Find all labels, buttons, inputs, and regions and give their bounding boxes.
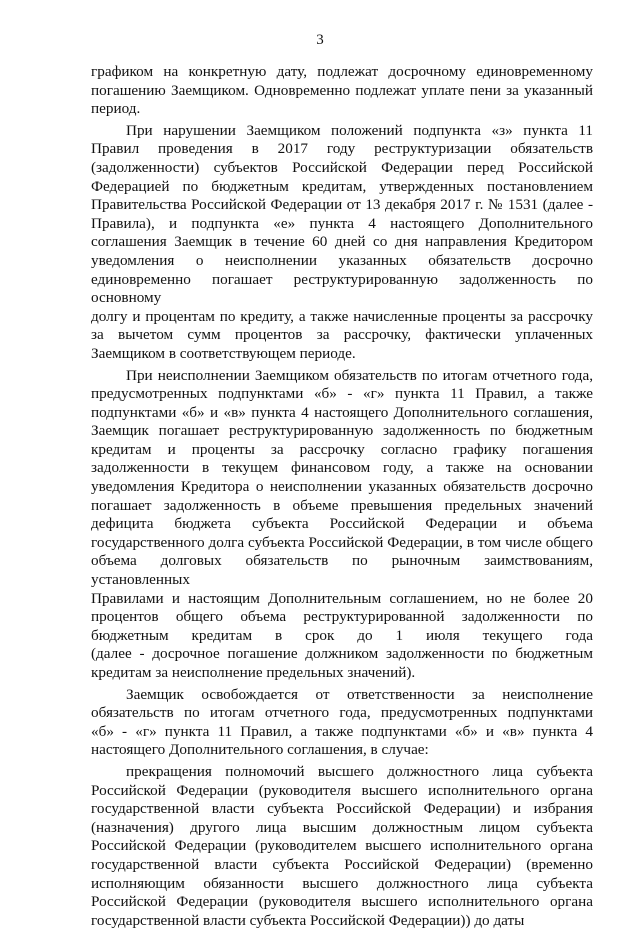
text-line: государственной власти субъекта Российской Федерации) (временно <box>91 855 593 873</box>
text-line: графиком на конкретную дату, подлежат досрочному единовременному <box>91 63 593 80</box>
text-line: дефицита бюджета субъекта Российской Федерации и объема <box>91 515 593 533</box>
paragraph <box>91 122 593 364</box>
text-line: уведомления Кредитора о неисполнении указанных обязательств досрочно <box>91 478 593 496</box>
text-line: период. <box>91 100 141 118</box>
text-line: кредитам и проценты за рассрочку согласно графику погашения <box>91 440 593 458</box>
text-line: «б» - «г» пункта 11 Правил, а также подпунктами «б» и «в» пункта 4 <box>91 722 593 740</box>
text-line: настоящего Дополнительного соглашения, в случае: <box>91 741 429 759</box>
text-line: государственного долга субъекта Российской Федерации, в том числе общего <box>91 533 593 551</box>
paragraph <box>91 367 593 683</box>
text-line: (назначения) другого лица высшим должностным лицом субъекта <box>91 818 593 836</box>
text-line: государственной власти субъекта Российской Федерации) и избрания <box>91 800 593 818</box>
text-line: бюджетным кредитам в срок до 1 июля текущего года <box>91 626 593 644</box>
text-line: При неисполнении Заемщиком обязательств по итогам отчетного года, <box>126 366 593 384</box>
paragraph <box>91 63 593 119</box>
text-line: за вычетом сумм процентов за рассрочку, фактически уплаченных <box>91 326 593 344</box>
text-line: Правила), и подпункта «е» пункта 4 настоящего Дополнительного <box>91 214 593 232</box>
text-line: задолженности в текущем финансовом году, а также на основании <box>91 459 593 477</box>
text-line: Российской Федерации (руководителем высшего исполнительного органа <box>91 837 593 855</box>
text-line: Правил проведения в 2017 году реструктуризации обязательств <box>91 140 593 158</box>
text-line: соглашения Заемщик в течение 60 дней со дня направления Кредитором <box>91 233 593 251</box>
document-body <box>91 63 593 930</box>
text-line: При нарушении Заемщиком положений подпункта «з» пункта 11 <box>126 121 593 139</box>
text-line: Правительства Российской Федерации от 13 декабря 2017 г. № 1531 (далее - <box>91 196 593 214</box>
text-line: долгу и процентам по кредиту, а также начисленные проценты за рассрочку <box>91 307 593 325</box>
text-line: объема долговых обязательств по рыночным заимствованиям, установленных <box>91 552 593 589</box>
text-line: Правилами и настоящим Дополнительным соглашением, но не более 20 <box>91 589 593 607</box>
text-line: процентов общего объема реструктурированной задолженности по <box>91 608 593 626</box>
text-line: Российской Федерации (руководителя высшего исполнительного органа <box>91 781 593 799</box>
text-line: исполняющим обязанности высшего должностного лица субъекта <box>91 874 593 892</box>
text-line: Заемщиком в соответствующем периоде. <box>91 344 356 362</box>
text-line: Федерацией по бюджетным кредитам, утвержденных постановлением <box>91 177 593 195</box>
paragraph <box>91 686 593 760</box>
text-line: кредитам за неисполнение предельных значений). <box>91 664 416 681</box>
text-line: Российской Федерации (руководителя высшего исполнительного органа <box>91 893 593 911</box>
page-number: 3 <box>316 32 324 48</box>
text-line: государственной власти субъекта Российской Федерации)) до даты <box>91 911 525 929</box>
text-line: Заемщик освобождается от ответственности за неисполнение <box>126 685 593 703</box>
text-line: предусмотренных подпунктами «б» - «г» пункта 11 Правил, а также <box>91 385 593 403</box>
text-line: (далее - досрочное погашение должником задолженности по бюджетным <box>91 645 593 663</box>
text-line: обязательств по итогам отчетного года, предусмотренных подпунктами <box>91 704 593 722</box>
text-line: уведомления о неисполнении указанных обязательств досрочно <box>91 251 593 269</box>
text-line: прекращения полномочий высшего должностного лица субъекта <box>126 762 593 780</box>
text-line: погашению Заемщиком. Одновременно подлежат уплате пени за указанный <box>91 81 593 99</box>
text-line: (задолженности) субъектов Российской Федерации перед Российской <box>91 158 593 176</box>
text-line: Заемщик погашает реструктурированную задолженность по бюджетным <box>91 422 593 440</box>
text-line: подпунктами «б» и «в» пункта 4 настоящего Дополнительного соглашения, <box>91 403 593 421</box>
text-line: единовременно погашает реструктурированную задолженность по основному <box>91 270 593 307</box>
text-line: погашает задолженность в объеме превышения предельных значений <box>91 496 593 514</box>
